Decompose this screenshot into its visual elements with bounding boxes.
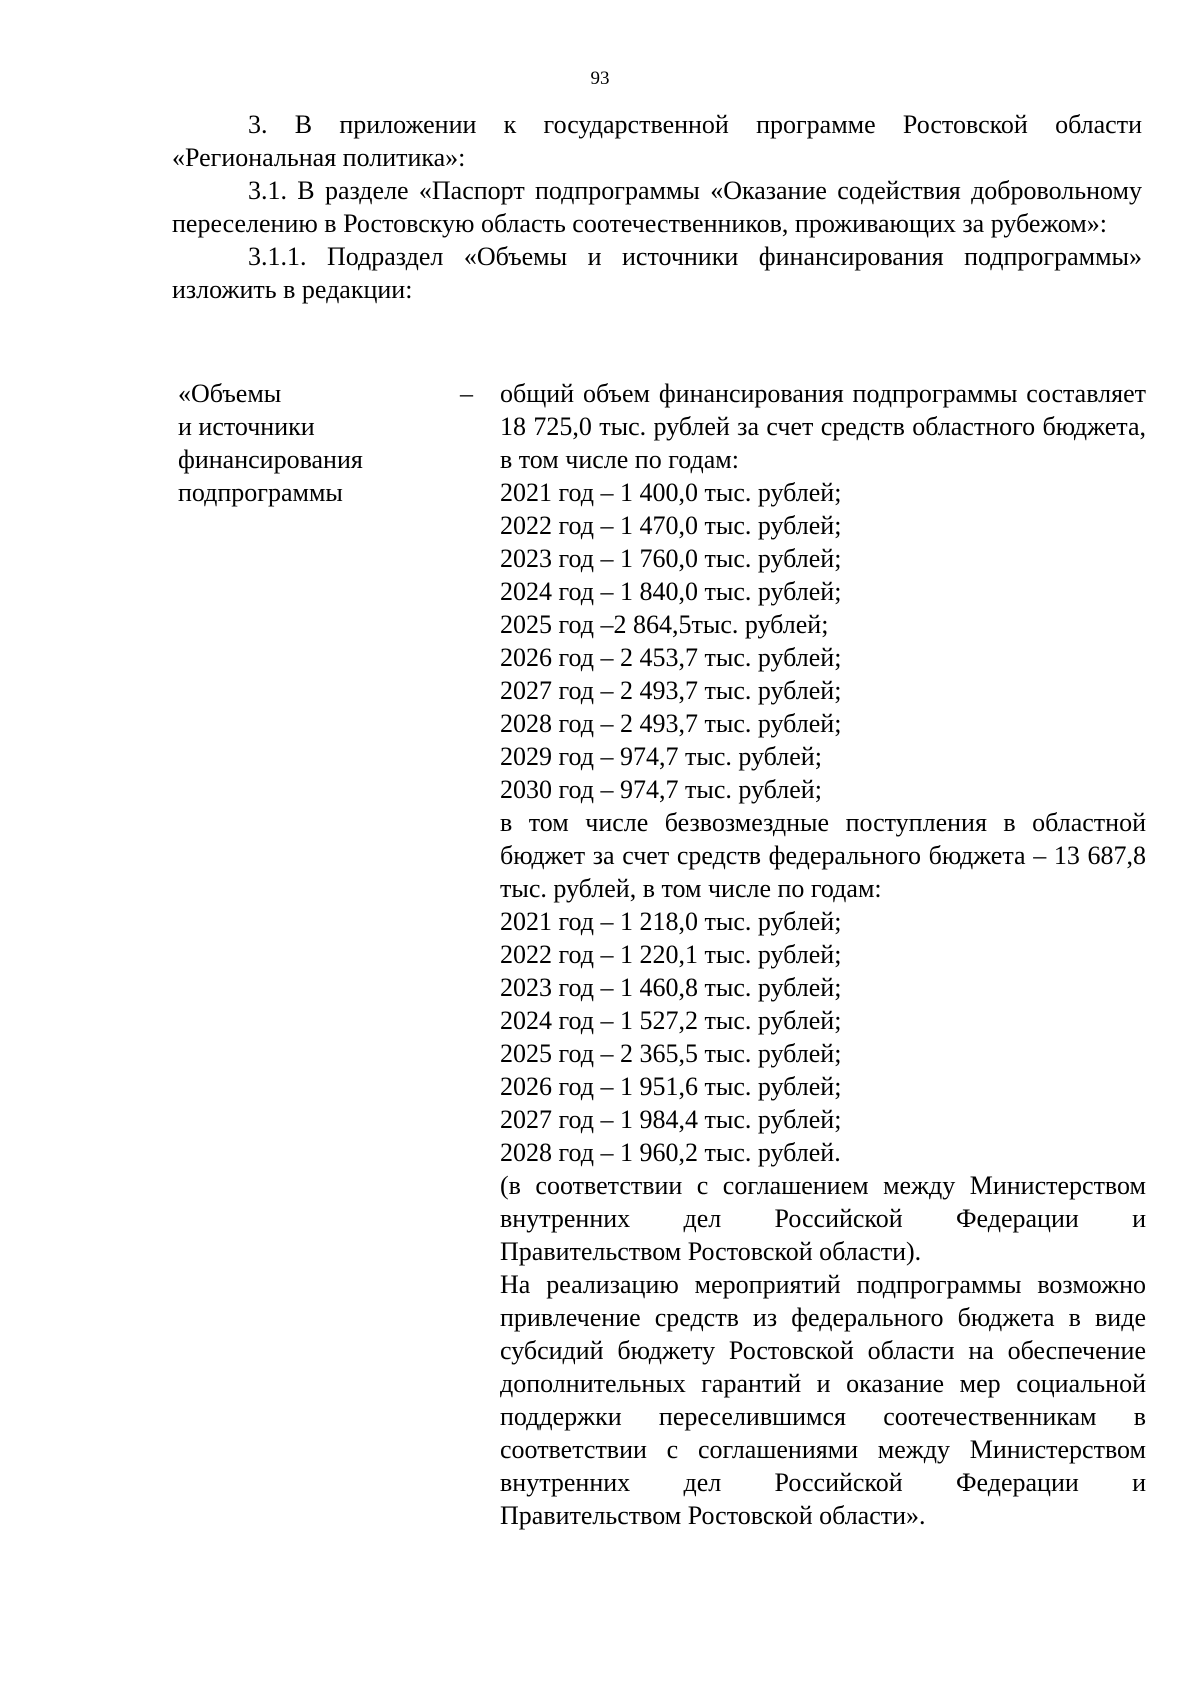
year-amount-line: 2026 год – 2 453,7 тыс. рублей; (500, 643, 842, 672)
year-amount-line: 2021 год – 1 400,0 тыс. рублей; (500, 478, 842, 507)
year-amount-line: 2023 год – 1 760,0 тыс. рублей; (500, 544, 842, 573)
year-amount-line: 2022 год – 1 220,1 тыс. рублей; (500, 940, 842, 969)
label-dash: – (460, 379, 473, 408)
year-amount-line: 2029 год – 974,7 тыс. рублей; (500, 742, 822, 771)
intro-paragraph-1: 3. В приложении к государственной программе Ростовской области «Региональная политика»: (172, 110, 1142, 172)
intro-paragraph-3: 3.1.1. Подраздел «Объемы и источники финансирования подпрограммы» изложить в редакции: (172, 242, 1142, 304)
label-line: «Объемы (178, 379, 282, 408)
year-amount-line: 2023 год – 1 460,8 тыс. рублей; (500, 973, 842, 1002)
year-amount-line: 2030 год – 974,7 тыс. рублей; (500, 775, 822, 804)
year-amount-line: 2028 год – 2 493,7 тыс. рублей; (500, 709, 842, 738)
intro-section (172, 108, 1142, 306)
year-amount-line: 2022 год – 1 470,0 тыс. рублей; (500, 511, 842, 540)
subsection-label (178, 377, 438, 509)
page-number: 93 (590, 68, 610, 89)
year-amount-line: 2026 год – 1 951,6 тыс. рублей; (500, 1072, 842, 1101)
year-amount-line: 2027 год – 1 984,4 тыс. рублей; (500, 1105, 842, 1134)
regional-year-list (500, 476, 1146, 806)
year-amount-line: 2024 год – 1 840,0 тыс. рублей; (500, 577, 842, 606)
year-amount-line: 2021 год – 1 218,0 тыс. рублей; (500, 907, 842, 936)
intro-paragraph-2: 3.1. В разделе «Паспорт подпрограммы «Оказание содействия добровольному переселению в Ростовскую область соотечественников, проживающих за рубежом»: (172, 176, 1142, 238)
additional-funding-text: На реализацию мероприятий подпрограммы возможно привлечение средств из федерального бюджета в виде субсидий бюджету Ростовской области на обеспечение дополнительных гарантий и оказание мер социальной поддержки переселившимся соотечественникам в соответствии с соглашениями между Министерством внутренних дел Российской Федерации и Правительством Ростовской области». (500, 1270, 1146, 1530)
federal-year-list (500, 905, 1146, 1169)
agreement-text: (в соответствии с соглашением между Министерством внутренних дел Российской Федерации и Правительством Ростовской области). (500, 1171, 1146, 1266)
subsection-value (500, 377, 1146, 1532)
federal-funding-text: в том числе безвозмездные поступления в областной бюджет за счет средств федерального бюджета – 13 687,8 тыс. рублей, в том числе по годам: (500, 808, 1146, 903)
year-amount-line: 2028 год – 1 960,2 тыс. рублей. (500, 1138, 841, 1167)
label-line: финансирования (178, 445, 363, 474)
label-line: подпрограммы (178, 478, 343, 507)
total-funding-text: общий объем финансирования подпрограммы составляет 18 725,0 тыс. рублей за счет средств областного бюджета, в том числе по годам: (500, 379, 1146, 474)
year-amount-line: 2025 год –2 864,5тыс. рублей; (500, 610, 829, 639)
year-amount-line: 2024 год – 1 527,2 тыс. рублей; (500, 1006, 842, 1035)
year-amount-line: 2025 год – 2 365,5 тыс. рублей; (500, 1039, 842, 1068)
label-line: и источники (178, 412, 315, 441)
year-amount-line: 2027 год – 2 493,7 тыс. рублей; (500, 676, 842, 705)
